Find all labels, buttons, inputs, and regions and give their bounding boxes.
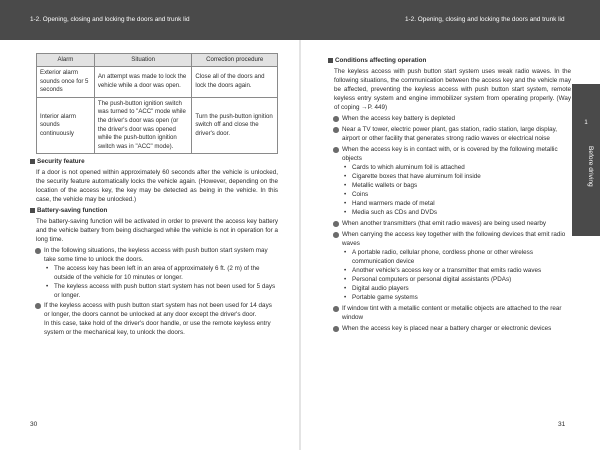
sub-list-item: • A portable radio, cellular phone, cordless phone or other wireless communication device [344,249,533,265]
sub-item-text: Personal computers or personal digital assistants (PDAs) [352,276,512,283]
list-item-text: When another transmitters (that emit radio waves) are being used nearby [342,220,547,227]
round-bullet-icon [333,232,339,238]
left-header-title: 1-2. Opening, closing and locking the doors and trunk lid [30,16,190,23]
list-item [328,125,571,143]
security-feature-heading [30,157,278,166]
list-item-text: When the access key battery is depleted [342,115,456,122]
chapter-number: 1 [584,120,588,126]
page-header [0,0,600,40]
table-row [37,97,278,154]
table-cell: Turn the push-button ignition switch off and close the driver's door. [192,97,278,154]
list-item-text: When the access key is placed near a battery charger or electronic devices [342,325,552,332]
security-feature-text: If a door is not opened within approximately 60 seconds after the vehicle is unlocked, the security feature automatically locks the vehicle again. (However, depending on the location of the access key, the key may be detected as being in the vehicle. In this case, the vehicle may be unlocked.) [36,169,278,204]
table-header-cell: Alarm [37,54,95,67]
table-header-row [37,54,278,67]
battery-saving-heading [30,206,278,215]
table-header-cell: Situation [94,54,192,67]
table-cell: An attempt was made to lock the vehicle while a door was open. [94,67,192,98]
sub-list-item: • Portable game systems [344,294,418,301]
sub-item-text: Media such as CDs and DVDs [352,209,438,216]
square-bullet-icon [328,58,333,63]
sub-list-item: • Metallic wallets or bags [344,182,418,189]
sub-list-item: • Another vehicle's access key or a transmitter that emits radio waves [344,267,542,274]
chapter-label: Before driving [587,146,594,187]
round-bullet-icon [333,127,339,133]
sub-item-text: Metallic wallets or bags [352,182,418,189]
right-page-number: 31 [558,421,566,428]
sub-item-text: Cards to which aluminum foil is attached [352,164,465,171]
list-item [30,301,278,337]
list-item-text: If window tint with a metallic content or metallic objects are attached to the rear window [342,305,562,321]
page-spine [299,40,301,450]
list-item-text: In the following situations, the keyless access with push button start system may take some time to unlock the doors. [44,247,268,264]
list-item-text: When carrying the access key together with the following devices that emit radio waves [342,231,566,247]
list-item [30,246,278,264]
sub-list-item: • Media such as CDs and DVDs [344,209,438,216]
square-bullet-icon [30,159,35,164]
table-row [37,67,278,98]
list-item-text: When the access key is in contact with, or is covered by the following metallic objects [342,146,558,162]
heading-text: Battery-saving function [37,207,108,215]
square-bullet-icon [30,208,35,213]
sub-item-text: Another vehicle's access key or a transmitter that emits radio waves [352,267,542,274]
sub-list-item: • Cigarette boxes that have aluminum foil inside [344,173,481,180]
sub-list-item: • Personal computers or personal digital assistants (PDAs) [344,276,512,283]
conditions-text: The keyless access with push button start system uses weak radio waves. In the following situations, the communication between the access key and the vehicle may be affected, preventing the keyless access with push button start system, remote keyless entry system and engine immobilizer system from operating properly. (Way of coping →P. 449) [334,68,571,111]
sub-item-text: Portable game systems [352,294,418,301]
heading-text: Security feature [37,158,85,166]
list-item [328,304,571,322]
battery-saving-text: The battery-saving function will be activated in order to prevent the access key battery and the vehicle battery from being discharged while the vehicle is not in operation for a long time. [36,218,278,244]
table-cell: Exterior alarm sounds once for 5 seconds [37,67,95,98]
sub-item-text: Coins [352,191,369,198]
left-page-content [30,53,278,337]
list-item [328,145,571,163]
sub-item-text: Hand warmers made of metal [352,200,435,207]
chapter-side-tab[interactable] [572,84,600,236]
sub-list-item: • The access key has been left in an area of approximately 6 ft. (2 m) of the outside of the vehicle for 10 minutes or longer. [46,265,260,282]
left-page-number: 30 [30,421,38,428]
list-item-extra-text: In this case, take hold of the driver's door handle, or use the remote keyless entry system or the mechanical key, to unlock the doors. [44,320,271,337]
sub-item-text: The access key has been left in an area of approximately 6 ft. (2 m) of the outside of the vehicle for 10 minutes or longer. [54,265,260,282]
round-bullet-icon [333,326,339,332]
list-item-text: If the keyless access with push button start system has not been used for 14 days or longer, the doors cannot be unlocked at any door except the driver's door. [44,302,272,319]
alarm-table [36,53,278,154]
list-item [328,230,571,248]
sub-item-text: A portable radio, cellular phone, cordless phone or other wireless communication device [352,249,533,265]
table-header-cell: Correction procedure [192,54,278,67]
list-item-text: Near a TV tower, electric power plant, gas station, radio station, large display, airport or other facility that generates strong radio waves or electrical noise [342,126,558,142]
round-bullet-icon [35,303,41,309]
round-bullet-icon [333,221,339,227]
list-item [328,324,571,333]
heading-text: Conditions affecting operation [335,57,427,64]
conditions-list [328,114,571,333]
round-bullet-icon [35,248,41,254]
right-page-content [328,53,571,333]
round-bullet-icon [333,116,339,122]
sub-list-item: • Coins [344,191,369,198]
table-cell: The push-button ignition switch was turned to "ACC" mode while the driver's door was open (or the driver's door was opened while the push-button ignition switch was in "ACC" mode). [94,97,192,154]
sub-list-item: • Cards to which aluminum foil is attached [344,164,465,171]
list-item [328,114,571,123]
sub-item-text: The keyless access with push button start system has not been used for 5 days or longer. [54,283,276,300]
round-bullet-icon [333,147,339,153]
sub-list-item: • Digital audio players [344,285,409,292]
table-cell: Interior alarm sounds continuously [37,97,95,154]
round-bullet-icon [333,306,339,312]
sub-item-text: Digital audio players [352,285,409,292]
sub-list-item: • The keyless access with push button start system has not been used for 5 days or longer. [46,283,276,300]
list-item [328,219,571,228]
right-header-title: 1-2. Opening, closing and locking the doors and trunk lid [405,16,565,23]
table-cell: Close all of the doors and lock the doors again. [192,67,278,98]
sub-list-item: • Hand warmers made of metal [344,200,435,207]
conditions-heading [328,56,571,65]
sub-item-text: Cigarette boxes that have aluminum foil inside [352,173,481,180]
